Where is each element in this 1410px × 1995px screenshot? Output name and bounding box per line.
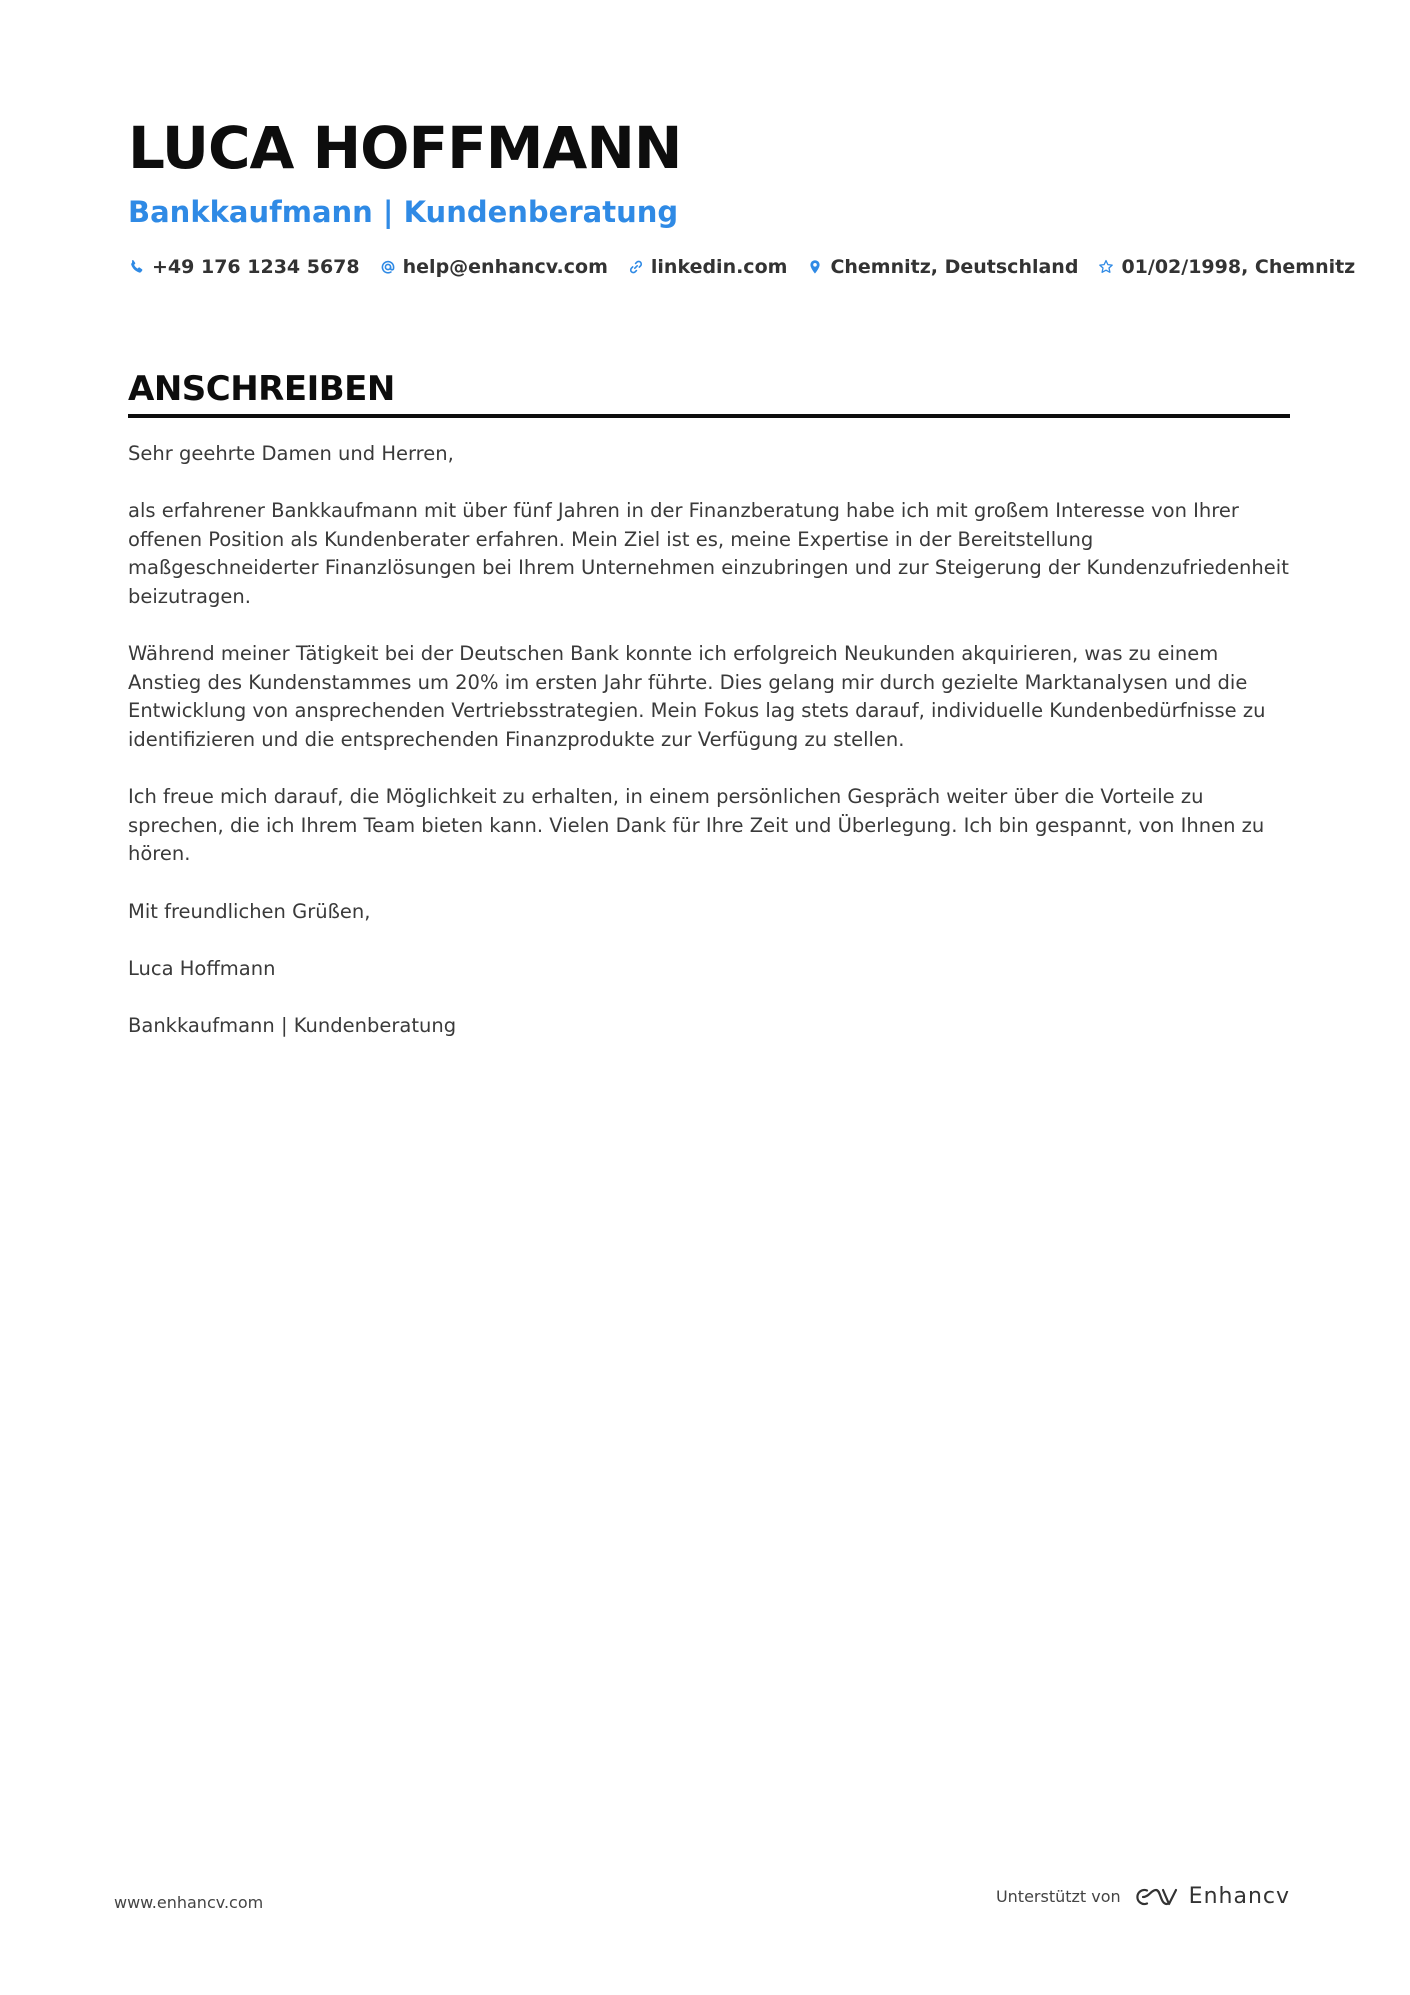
at-icon	[379, 258, 397, 276]
contact-phone	[128, 256, 360, 278]
contact-email-text[interactable]: help@enhancv.com	[402, 256, 608, 278]
signature-name: Luca Hoffmann	[128, 956, 276, 980]
contact-email	[379, 256, 608, 278]
brand-name: Enhancv	[1188, 1884, 1290, 1909]
phone-icon	[128, 258, 146, 276]
contact-birth	[1097, 256, 1355, 278]
section-divider	[128, 414, 1290, 418]
enhancv-logo-icon	[1133, 1885, 1179, 1909]
section-title: ANSCHREIBEN	[128, 369, 395, 409]
contact-location-text: Chemnitz, Deutschland	[830, 256, 1079, 278]
powered-by-text: Unterstützt von	[995, 1887, 1121, 1906]
cover-letter-section	[128, 366, 1290, 1069]
contact-phone-text: +49 176 1234 5678	[152, 256, 360, 278]
candidate-title: Bankkaufmann | Kundenberatung	[128, 195, 679, 229]
contact-birth-text: 01/02/1998, Chemnitz	[1121, 256, 1356, 278]
location-pin-icon	[806, 258, 824, 276]
footer-website[interactable]: www.enhancv.com	[114, 1893, 264, 1912]
letter-body	[128, 440, 1290, 1040]
letter-salutation: Sehr geehrte Damen und Herren,	[128, 442, 454, 465]
contact-linkedin-text[interactable]: linkedin.com	[650, 256, 788, 278]
link-icon	[627, 258, 645, 276]
letter-paragraph-3: Ich freue mich darauf, die Möglichkeit zu erhalten, in einem persönlichen Gespräch weiter über die Vorteile zu sprechen, die ich Ihrem Team bieten kann. Vielen Dank für Ihre Zeit und Überlegung. Ich bin gespannt, von Ihnen zu hören.	[128, 785, 1265, 866]
header	[128, 108, 1356, 278]
letter-paragraph-2: Während meiner Tätigkeit bei der Deutschen Bank konnte ich erfolgreich Neukunden akquirieren, was zu einem Anstieg des Kundenstammes um 20% im ersten Jahr führte. Dies gelang mir durch gezielte Marktanalysen und die Entwicklung von ansprechenden Vertriebsstrategien. Mein Fokus lag stets darauf, individuelle Kundenbedürfnisse zu identifizieren und die entsprechenden Finanzprodukte zur Verfügung zu stellen.	[128, 642, 1266, 751]
letter-paragraph-1: als erfahrener Bankkaufmann mit über fünf Jahren in der Finanzberatung habe ich mit großem Interesse von Ihrer offenen Position als Kundenberater erfahren. Mein Ziel ist es, meine Expertise in der Bereitstellung maßgeschneiderter Finanzlösungen bei Ihrem Unternehmen einzubringen und zur Steigerung der Kundenzufriedenheit beizutragen.	[128, 499, 1289, 608]
candidate-name: LUCA HOFFMANN	[128, 114, 682, 182]
star-icon	[1097, 258, 1115, 276]
contact-bar	[128, 256, 1356, 278]
contact-location	[806, 256, 1078, 278]
letter-closing: Mit freundlichen Grüßen,	[128, 899, 371, 923]
footer-branding	[996, 1884, 1290, 1909]
signature-title: Bankkaufmann | Kundenberatung	[128, 1013, 457, 1037]
contact-linkedin	[627, 256, 788, 278]
